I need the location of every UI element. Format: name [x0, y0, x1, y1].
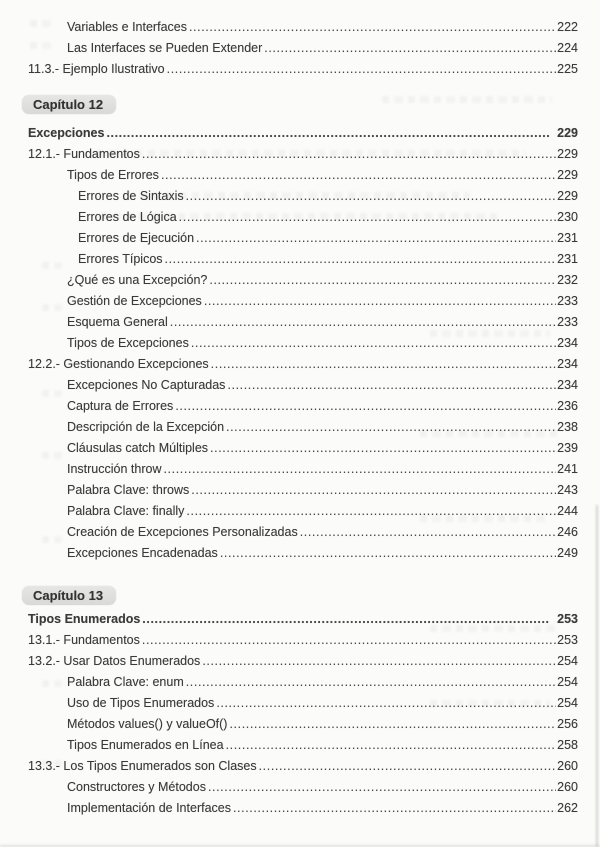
- toc-entry-page: 238: [557, 420, 578, 434]
- toc-entry-page: 230: [557, 210, 578, 224]
- toc-entry-title: Implementación de Interfaces: [67, 801, 231, 815]
- toc-entry-page: 233: [557, 315, 578, 329]
- toc-entry-page: 232: [557, 273, 578, 287]
- dot-leader: [209, 270, 556, 291]
- toc-entry-page: 239: [557, 441, 578, 455]
- toc-section: [28, 17, 578, 80]
- dot-leader: [264, 38, 556, 59]
- dot-leader: [202, 651, 556, 672]
- toc-entry: [67, 522, 578, 543]
- toc-entry: [78, 186, 578, 207]
- toc-entry: [67, 165, 578, 186]
- toc-entry-title: Excepciones No Capturadas: [67, 378, 226, 392]
- dot-leader: [259, 756, 556, 777]
- dot-leader: [216, 693, 556, 714]
- toc-entry-title: 13.2.- Usar Datos Enumerados: [28, 654, 201, 668]
- toc-entry: [67, 417, 578, 438]
- toc-entry: [67, 714, 578, 735]
- toc-entry: [67, 396, 578, 417]
- dot-leader: [161, 165, 556, 186]
- toc-entry: [67, 375, 578, 396]
- toc-entry-page: 233: [557, 294, 578, 308]
- toc-entry-title: Palabra Clave: finally: [67, 504, 185, 518]
- toc-entry: [67, 312, 578, 333]
- dot-leader: [227, 375, 556, 396]
- toc-entry-page: 253: [557, 612, 578, 626]
- dot-leader: [196, 228, 556, 249]
- dot-leader: [175, 396, 556, 417]
- toc-entry-page: 260: [557, 780, 578, 794]
- toc-entry: [78, 207, 578, 228]
- toc-entry: [67, 17, 578, 38]
- toc-entry: [28, 144, 578, 165]
- toc-entry-page: 258: [557, 738, 578, 752]
- toc-entry-page: 253: [557, 633, 578, 647]
- toc-entry-page: 256: [557, 717, 578, 731]
- toc-entry-title: Palabra Clave: enum: [67, 675, 184, 689]
- toc-entry: [67, 291, 578, 312]
- toc-section: [28, 586, 578, 819]
- toc-entry-page: 262: [557, 801, 578, 815]
- toc-entry: [28, 123, 578, 144]
- dot-leader: [300, 522, 556, 543]
- dot-leader: [186, 672, 556, 693]
- dot-leader: [204, 291, 556, 312]
- toc-entry-title: Tipos Enumerados en Línea: [67, 738, 224, 752]
- toc-entry: [67, 438, 578, 459]
- toc-entry: [28, 756, 578, 777]
- toc-entry-title: Gestión de Excepciones: [67, 294, 202, 308]
- toc-entry-title: Las Interfaces se Pueden Extender: [67, 41, 263, 55]
- toc-entry-title: Errores de Lógica: [78, 210, 177, 224]
- toc-entry-page: 254: [557, 696, 578, 710]
- toc-entry-page: 225: [557, 62, 578, 76]
- toc-entry: [67, 798, 578, 819]
- toc-entry-title: ¿Qué es una Excepción?: [67, 273, 208, 287]
- toc-entry-page: 222: [557, 20, 578, 34]
- toc-entry-page: 241: [557, 462, 578, 476]
- toc-entry-title: Cláusulas catch Múltiples: [67, 441, 209, 455]
- toc-entry-title: 12.1.- Fundamentos: [28, 147, 140, 161]
- toc-entry: [67, 501, 578, 522]
- toc-entry: [67, 333, 578, 354]
- toc-entry: [67, 459, 578, 480]
- dot-leader: [142, 144, 556, 165]
- toc-entry: [78, 228, 578, 249]
- dot-leader: [233, 798, 556, 819]
- toc-entry-title: Creación de Excepciones Personalizadas: [67, 525, 298, 539]
- toc-entry-page: 234: [557, 336, 578, 350]
- dot-leader: [142, 609, 550, 630]
- toc-entry: [28, 609, 578, 630]
- toc-entry-page: 236: [557, 399, 578, 413]
- toc-entry: [67, 270, 578, 291]
- toc-entry-title: Uso de Tipos Enumerados: [67, 696, 215, 710]
- toc-entry-title: 12.2.- Gestionando Excepciones: [28, 357, 209, 371]
- toc-entry-page: 234: [557, 357, 578, 371]
- toc-entry: [67, 693, 578, 714]
- toc-entry-title: Excepciones Encadenadas: [67, 546, 218, 560]
- toc-entry-title: 11.3.- Ejemplo Ilustrativo: [28, 62, 165, 76]
- dot-leader: [186, 186, 556, 207]
- toc-entry: [67, 543, 578, 564]
- toc-entry-title: Instrucción throw: [67, 462, 162, 476]
- dot-leader: [210, 438, 556, 459]
- dot-leader: [142, 630, 556, 651]
- dot-leader: [211, 354, 556, 375]
- toc-entry: [67, 38, 578, 59]
- dot-leader: [226, 735, 556, 756]
- toc-entry-page: 229: [557, 147, 578, 161]
- toc-entry-title: Tipos de Errores: [67, 168, 159, 182]
- dot-leader: [191, 333, 556, 354]
- toc-entry: [67, 777, 578, 798]
- toc-entry-title: Variables e Interfaces: [67, 20, 187, 34]
- toc-entry-page: 229: [557, 168, 578, 182]
- dot-leader: [191, 480, 556, 501]
- toc-entry: [28, 651, 578, 672]
- dot-leader: [189, 17, 556, 38]
- toc-entry-page: 234: [557, 378, 578, 392]
- toc-entry-page: 229: [557, 126, 578, 140]
- toc-entry-title: Excepciones: [28, 126, 105, 140]
- dot-leader: [226, 417, 556, 438]
- toc-entry-page: 246: [557, 525, 578, 539]
- toc-entry: [28, 59, 578, 80]
- toc-entry-title: Métodos values() y valueOf(): [67, 717, 228, 731]
- toc-entry-title: 13.1.- Fundamentos: [28, 633, 140, 647]
- toc-entry-title: Descripción de la Excepción: [67, 420, 225, 434]
- toc-entry-page: 254: [557, 654, 578, 668]
- toc-entry-title: Errores de Sintaxis: [78, 189, 184, 203]
- toc-entry-page: 249: [557, 546, 578, 560]
- toc-entry-title: Errores Típicos: [78, 252, 163, 266]
- toc-entry-title: Tipos Enumerados: [28, 612, 141, 626]
- toc-entry: [67, 480, 578, 501]
- toc-entry-page: 260: [557, 759, 578, 773]
- dot-leader: [167, 59, 556, 80]
- toc-entry-page: 224: [557, 41, 578, 55]
- toc-entry-title: Captura de Errores: [67, 399, 174, 413]
- dot-leader: [186, 501, 556, 522]
- toc-section: [28, 95, 578, 564]
- chapter-chip: Capítulo 12: [22, 95, 116, 114]
- toc-entry-page: 229: [557, 189, 578, 203]
- dot-leader: [220, 543, 556, 564]
- dot-leader: [229, 714, 556, 735]
- chapter-chip-row: [22, 95, 578, 114]
- toc-entry-title: 13.3.- Los Tipos Enumerados son Clases: [28, 759, 257, 773]
- toc-entry: [28, 630, 578, 651]
- toc-entry: [28, 354, 578, 375]
- toc-entry-page: 231: [557, 252, 578, 266]
- toc-entry-page: 244: [557, 504, 578, 518]
- toc-entry-title: Constructores y Métodos: [67, 780, 206, 794]
- toc-entry: [67, 672, 578, 693]
- toc-entry: [67, 735, 578, 756]
- toc-entry-page: 231: [557, 231, 578, 245]
- toc-entry-title: Esquema General: [67, 315, 168, 329]
- toc-entry-title: Tipos de Excepciones: [67, 336, 189, 350]
- toc-entry-title: Errores de Ejecución: [78, 231, 195, 245]
- dot-leader: [208, 777, 556, 798]
- dot-leader: [170, 312, 556, 333]
- toc-entry: [78, 249, 578, 270]
- dot-leader: [165, 249, 556, 270]
- toc-entry-title: Palabra Clave: throws: [67, 483, 190, 497]
- chapter-chip: Capítulo 13: [22, 586, 116, 605]
- dot-leader: [163, 459, 556, 480]
- chapter-chip-row: [22, 586, 578, 605]
- dot-leader: [106, 123, 550, 144]
- dot-leader: [179, 207, 556, 228]
- toc-entry-page: 254: [557, 675, 578, 689]
- toc-entry-page: 243: [557, 483, 578, 497]
